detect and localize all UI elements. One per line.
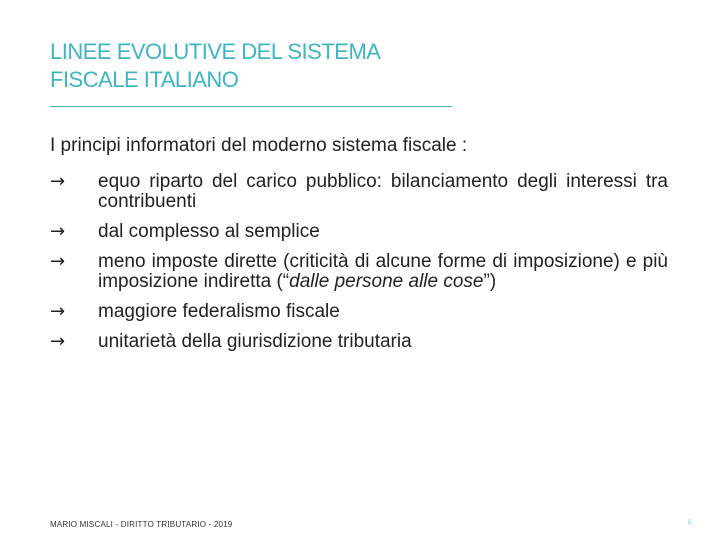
bullet-item-5 bbox=[50, 332, 668, 352]
right-arrow-icon: → bbox=[50, 171, 66, 192]
title-underline bbox=[50, 106, 452, 107]
bullet-item-2 bbox=[50, 222, 668, 242]
bullet-text: unitarietà della giurisdizione tributaria bbox=[98, 331, 412, 352]
slide-footer: MARIO MISCALI - DIRITTO TRIBUTARIO - 2019 bbox=[50, 520, 233, 529]
bullet-item-4 bbox=[50, 302, 668, 322]
bullet-text-end: ”) bbox=[483, 271, 497, 292]
bullet-list bbox=[50, 172, 668, 362]
right-arrow-icon: → bbox=[50, 301, 66, 322]
right-arrow-icon: → bbox=[50, 331, 66, 352]
page-number: 6 bbox=[687, 518, 692, 527]
bullet-text: dal complesso al semplice bbox=[98, 221, 320, 242]
intro-text: I principi informatori del moderno sistema fiscale : bbox=[50, 135, 468, 156]
bullet-text-italic: dalle persone alle cose bbox=[289, 271, 484, 292]
bullet-item-1 bbox=[50, 172, 668, 212]
slide-title-line-1: LINEE EVOLUTIVE DEL SISTEMA bbox=[50, 39, 381, 64]
bullet-text: maggiore federalismo fiscale bbox=[98, 301, 340, 322]
slide-title bbox=[50, 38, 470, 94]
bullet-text: meno imposte dirette (criticità di alcune forme di imposizione) e più imposizione indiretta (“ bbox=[98, 251, 668, 292]
right-arrow-icon: → bbox=[50, 251, 66, 272]
bullet-text: equo riparto del carico pubblico: bilanciamento degli interessi tra contribuenti bbox=[98, 171, 668, 212]
bullet-item-3 bbox=[50, 252, 668, 292]
right-arrow-icon: → bbox=[50, 221, 66, 242]
slide-title-line-2: FISCALE ITALIANO bbox=[50, 67, 239, 92]
